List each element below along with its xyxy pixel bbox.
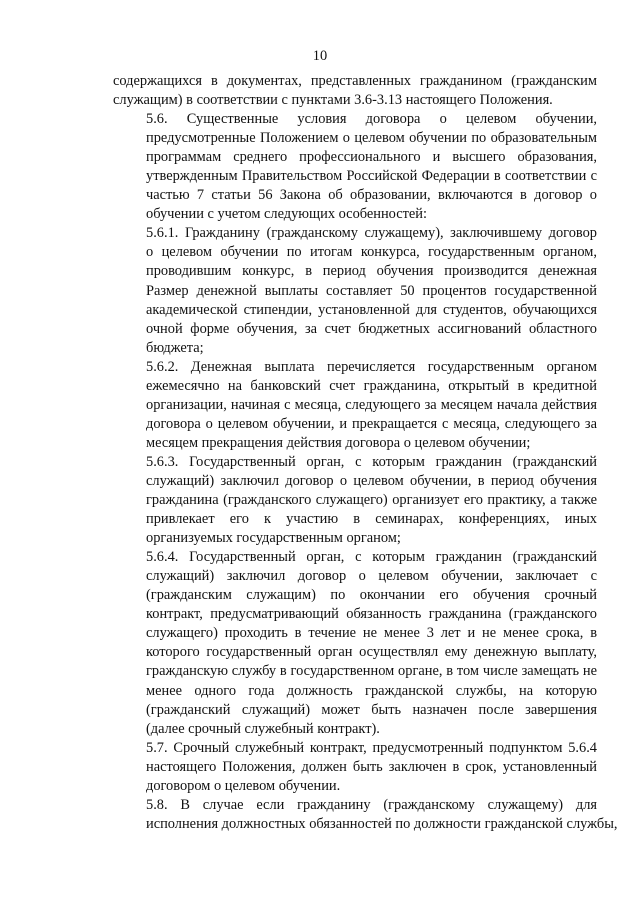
text-line: содержащихся в документах, представленных гражданином (гражданским bbox=[113, 73, 597, 89]
text-line: договором о целевом обучении. bbox=[146, 777, 341, 794]
text-line: 5.6.3. Государственный орган, с которым гражданин (гражданский bbox=[146, 453, 597, 470]
text-line: менее одного года должность гражданской службы, на которую bbox=[146, 682, 597, 699]
text-line: 5.6.2. Денежная выплата перечисляется государственным органом bbox=[146, 358, 597, 375]
paragraph-p-5-6-3 bbox=[113, 453, 597, 548]
text-line: привлекает его к участию в семинарах, конференциях, иных bbox=[146, 511, 597, 528]
text-line: организуемых государственным органом; bbox=[146, 530, 401, 547]
text-line: 5.6.4. Государственный орган, с которым гражданин (гражданский bbox=[146, 549, 597, 566]
text-line: служащий) заключил договор о целевом обучении, в период обучения bbox=[146, 472, 597, 489]
paragraph-p-5-8 bbox=[113, 796, 618, 834]
text-line: гражданина (гражданского служащего) организует его практику, а также bbox=[146, 492, 597, 509]
text-line: договора о целевом обучении, и прекращается с месяца, следующего за bbox=[146, 415, 597, 432]
paragraph-p-5-6 bbox=[113, 110, 597, 224]
paragraph-p-5-6-4 bbox=[113, 548, 597, 738]
text-line: (далее срочный служебный контракт). bbox=[146, 720, 380, 737]
text-line: академической стипендии, установленной для студентов, обучающихся bbox=[146, 301, 597, 318]
paragraph-p-5-7 bbox=[113, 739, 597, 796]
text-line: 5.6.1. Гражданину (гражданскому служащему), заключившему договор bbox=[146, 225, 597, 242]
paragraph-p-5-6-2 bbox=[113, 358, 597, 453]
document-body bbox=[113, 72, 618, 834]
text-line: организации, начиная с месяца, следующего за месяцем начала действия bbox=[146, 396, 597, 413]
text-line: служащего) проходить в течение не менее 3 лет и не менее срока, в bbox=[146, 625, 597, 642]
text-line: о целевом обучении по итогам конкурса, государственным органом, bbox=[146, 244, 597, 261]
text-line: ежемесячно на банковский счет гражданина, открытый в кредитной bbox=[146, 377, 597, 394]
text-line: (гражданским служащим) по окончании его обучения срочный bbox=[146, 587, 597, 604]
text-line: утвержденным Правительством Российской Федерации в соответствии с bbox=[146, 168, 597, 185]
paragraph-p-cont bbox=[113, 72, 597, 110]
text-line: проводившим конкурс, в период обучения производится денежная bbox=[146, 263, 597, 280]
text-line: месяцем прекращения действия договора о целевом обучении; bbox=[146, 434, 531, 451]
text-line: программам среднего профессионального и высшего образования, bbox=[146, 149, 597, 166]
page-number: 10 bbox=[312, 48, 328, 64]
text-line: частью 7 статьи 56 Закона об образовании, включаются в договор о bbox=[146, 187, 597, 204]
text-line: бюджета; bbox=[146, 339, 204, 356]
text-line: 5.6. Существенные условия договора о целевом обучении, bbox=[146, 111, 597, 128]
text-line: (гражданский служащий) может быть назначен после завершения bbox=[146, 701, 597, 718]
text-line: обучении с учетом следующих особенностей: bbox=[146, 206, 428, 223]
text-line: 5.8. В случае если гражданину (гражданскому служащему) для bbox=[146, 796, 597, 813]
paragraph-p-5-6-1 bbox=[113, 224, 597, 357]
text-line: настоящего Положения, должен быть заключен в срок, установленный bbox=[146, 758, 597, 775]
text-line: Размер денежной выплаты составляет 50 процентов государственной bbox=[146, 282, 597, 299]
text-line: предусмотренные Положением о целевом обучении по образовательным bbox=[146, 130, 597, 147]
text-line: очной форме обучения, за счет бюджетных ассигнований областного bbox=[146, 320, 597, 337]
text-line: контракт, предусматривающий обязанность гражданина (гражданского bbox=[146, 606, 597, 623]
text-line: служащий) заключил договор о целевом обучении, заключает с bbox=[146, 568, 597, 585]
text-line: 5.7. Срочный служебный контракт, предусмотренный подпунктом 5.6.4 bbox=[146, 739, 597, 756]
text-line: служащим) в соответствии с пунктами 3.6-3.13 настоящего Положения. bbox=[113, 92, 553, 109]
text-line: которого государственный орган осуществлял ему денежную выплату, bbox=[146, 644, 597, 661]
text-line: исполнения должностных обязанностей по должности гражданской службы, bbox=[146, 815, 618, 832]
text-line: гражданскую службу в государственном органе, в том числе замещать не bbox=[146, 663, 597, 680]
